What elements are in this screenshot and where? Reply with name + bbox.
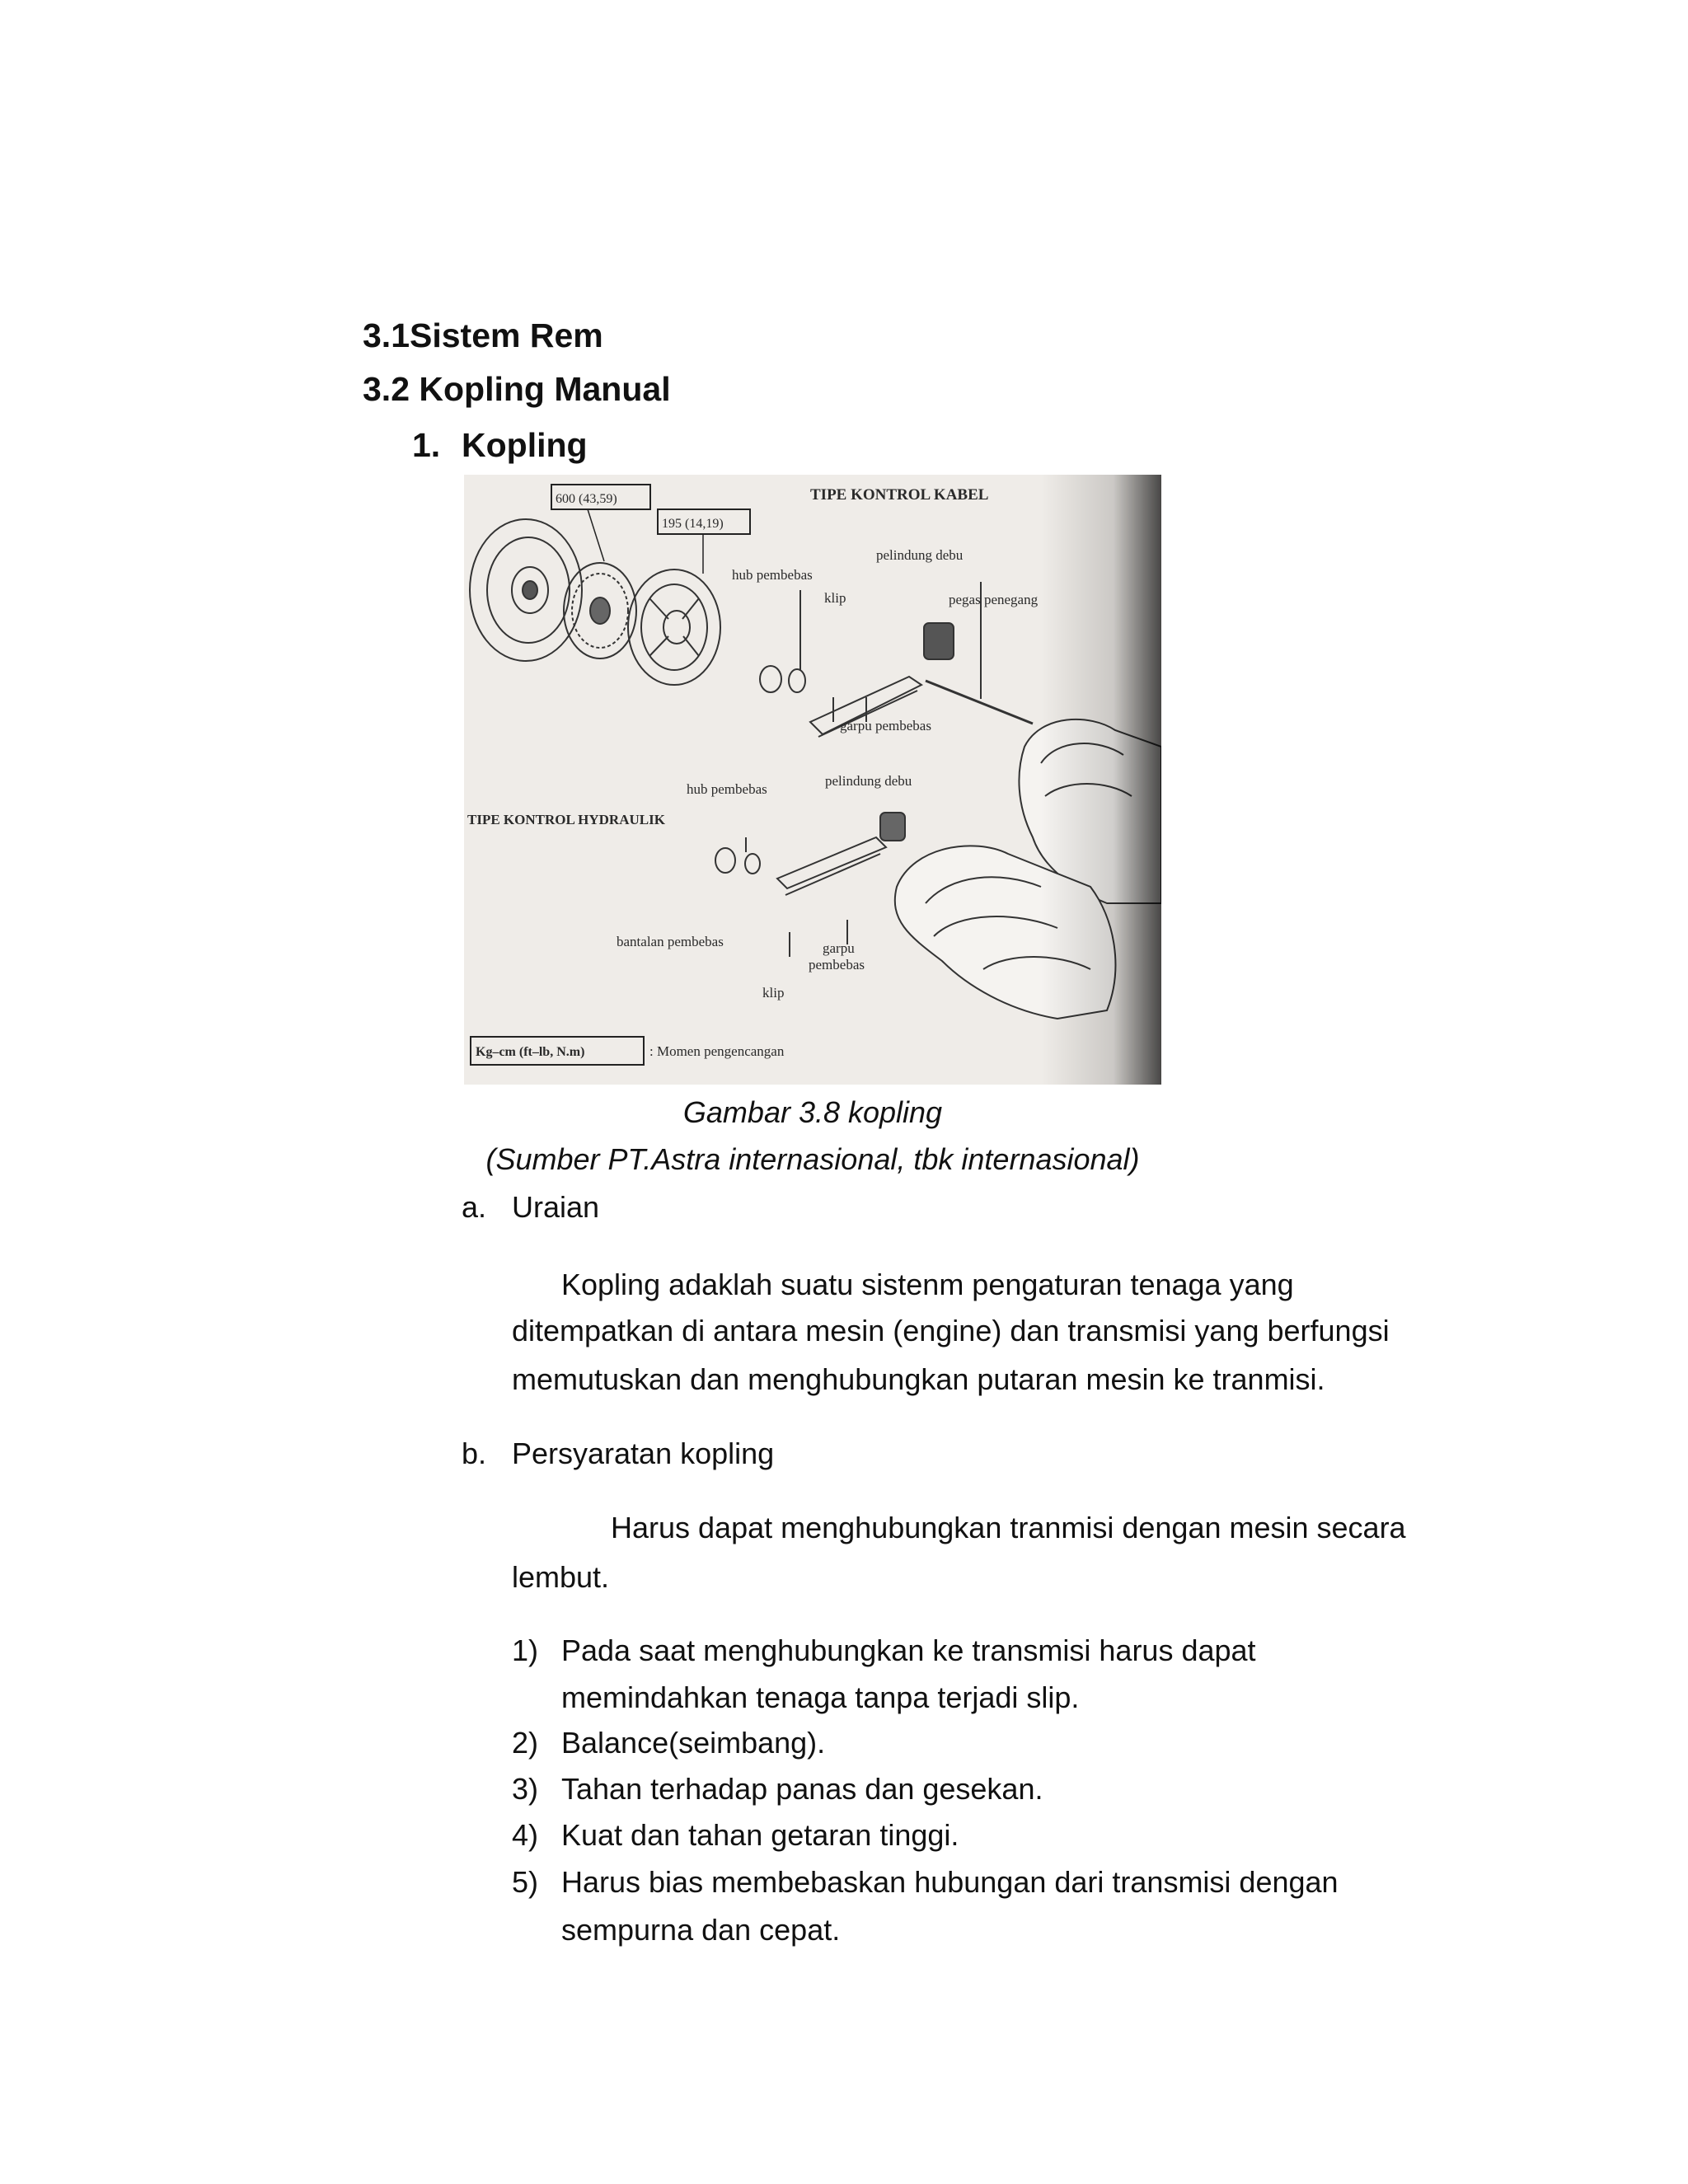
- label-hub-pembebas-1: hub pembebas: [732, 567, 813, 583]
- section-b-title: Persyaratan kopling: [512, 1436, 775, 1470]
- label-pelindung-debu-2: pelindung debu: [825, 773, 912, 789]
- label-bantalan-pembebas: bantalan pembebas: [617, 934, 724, 949]
- section-a-title: Uraian: [512, 1190, 600, 1224]
- label-legend-text: : Momen pengencangan: [649, 1043, 785, 1059]
- heading-sistem-rem: 3.1Sistem Rem: [363, 316, 603, 354]
- list-item-number: 4): [512, 1818, 539, 1852]
- label-klip-2: klip: [762, 985, 785, 1001]
- label-pembebas: pembebas: [809, 957, 865, 972]
- heading-number: 1.: [412, 426, 441, 464]
- heading-kopling-manual: 3.2 Kopling Manual: [363, 370, 671, 408]
- section-b-line: Harus dapat menghubungkan tranmisi dengan mesin secara: [611, 1511, 1406, 1544]
- list-item-number: 3): [512, 1772, 539, 1806]
- list-item-text: Kuat dan tahan getaran tinggi.: [561, 1818, 959, 1852]
- label-pelindung-debu-1: pelindung debu: [876, 547, 964, 563]
- label-torque-2: 195 (14,19): [662, 517, 724, 531]
- figure-caption: Gambar 3.8 kopling: [682, 1095, 943, 1129]
- figure-source: (Sumber PT.Astra internasional, tbk internasional): [485, 1142, 1140, 1176]
- section-b-marker: b.: [462, 1436, 487, 1470]
- list-item-number: 2): [512, 1726, 539, 1760]
- label-garpu: garpu: [823, 940, 855, 956]
- section-a-line: memutuskan dan menghubungkan putaran mesin ke tranmisi.: [512, 1362, 1325, 1396]
- label-garpu-pembebas-1: garpu pembebas: [840, 718, 931, 733]
- section-a-line: ditempatkan di antara mesin (engine) dan transmisi yang berfungsi: [512, 1314, 1390, 1347]
- label-torque-1: 600 (43,59): [556, 492, 617, 506]
- section-a-marker: a.: [462, 1190, 487, 1224]
- list-item-number: 5): [512, 1865, 539, 1899]
- dust-boot-drawing: [924, 623, 954, 659]
- clutch-diagram-figure: [464, 475, 1161, 1085]
- label-cable-type: TIPE KONTROL KABEL: [810, 486, 989, 504]
- label-hub-pembebas-2: hub pembebas: [687, 781, 767, 797]
- list-item-text: Tahan terhadap panas dan gesekan.: [561, 1772, 1043, 1806]
- label-hydraulic-type: TIPE KONTROL HYDRAULIK: [467, 812, 665, 827]
- list-item-text: Harus bias membebaskan hubungan dari transmisi dengan: [561, 1865, 1339, 1899]
- heading-kopling: Kopling: [462, 426, 588, 464]
- list-item-text: memindahkan tenaga tanpa terjadi slip.: [561, 1680, 1080, 1714]
- list-item-text: Pada saat menghubungkan ke transmisi harus dapat: [561, 1633, 1256, 1667]
- section-a-line: Kopling adaklah suatu sistenm pengaturan tenaga yang: [561, 1268, 1294, 1301]
- list-item-text: sempurna dan cepat.: [561, 1913, 841, 1947]
- label-legend-box: Kg–cm (ft–lb, N.m): [476, 1045, 585, 1059]
- label-pegas-penegang: pegas penegang: [949, 592, 1039, 607]
- list-item-number: 1): [512, 1633, 539, 1667]
- section-b-line: lembut.: [512, 1560, 610, 1594]
- label-klip-1: klip: [824, 590, 846, 606]
- list-item-text: Balance(seimbang).: [561, 1726, 826, 1760]
